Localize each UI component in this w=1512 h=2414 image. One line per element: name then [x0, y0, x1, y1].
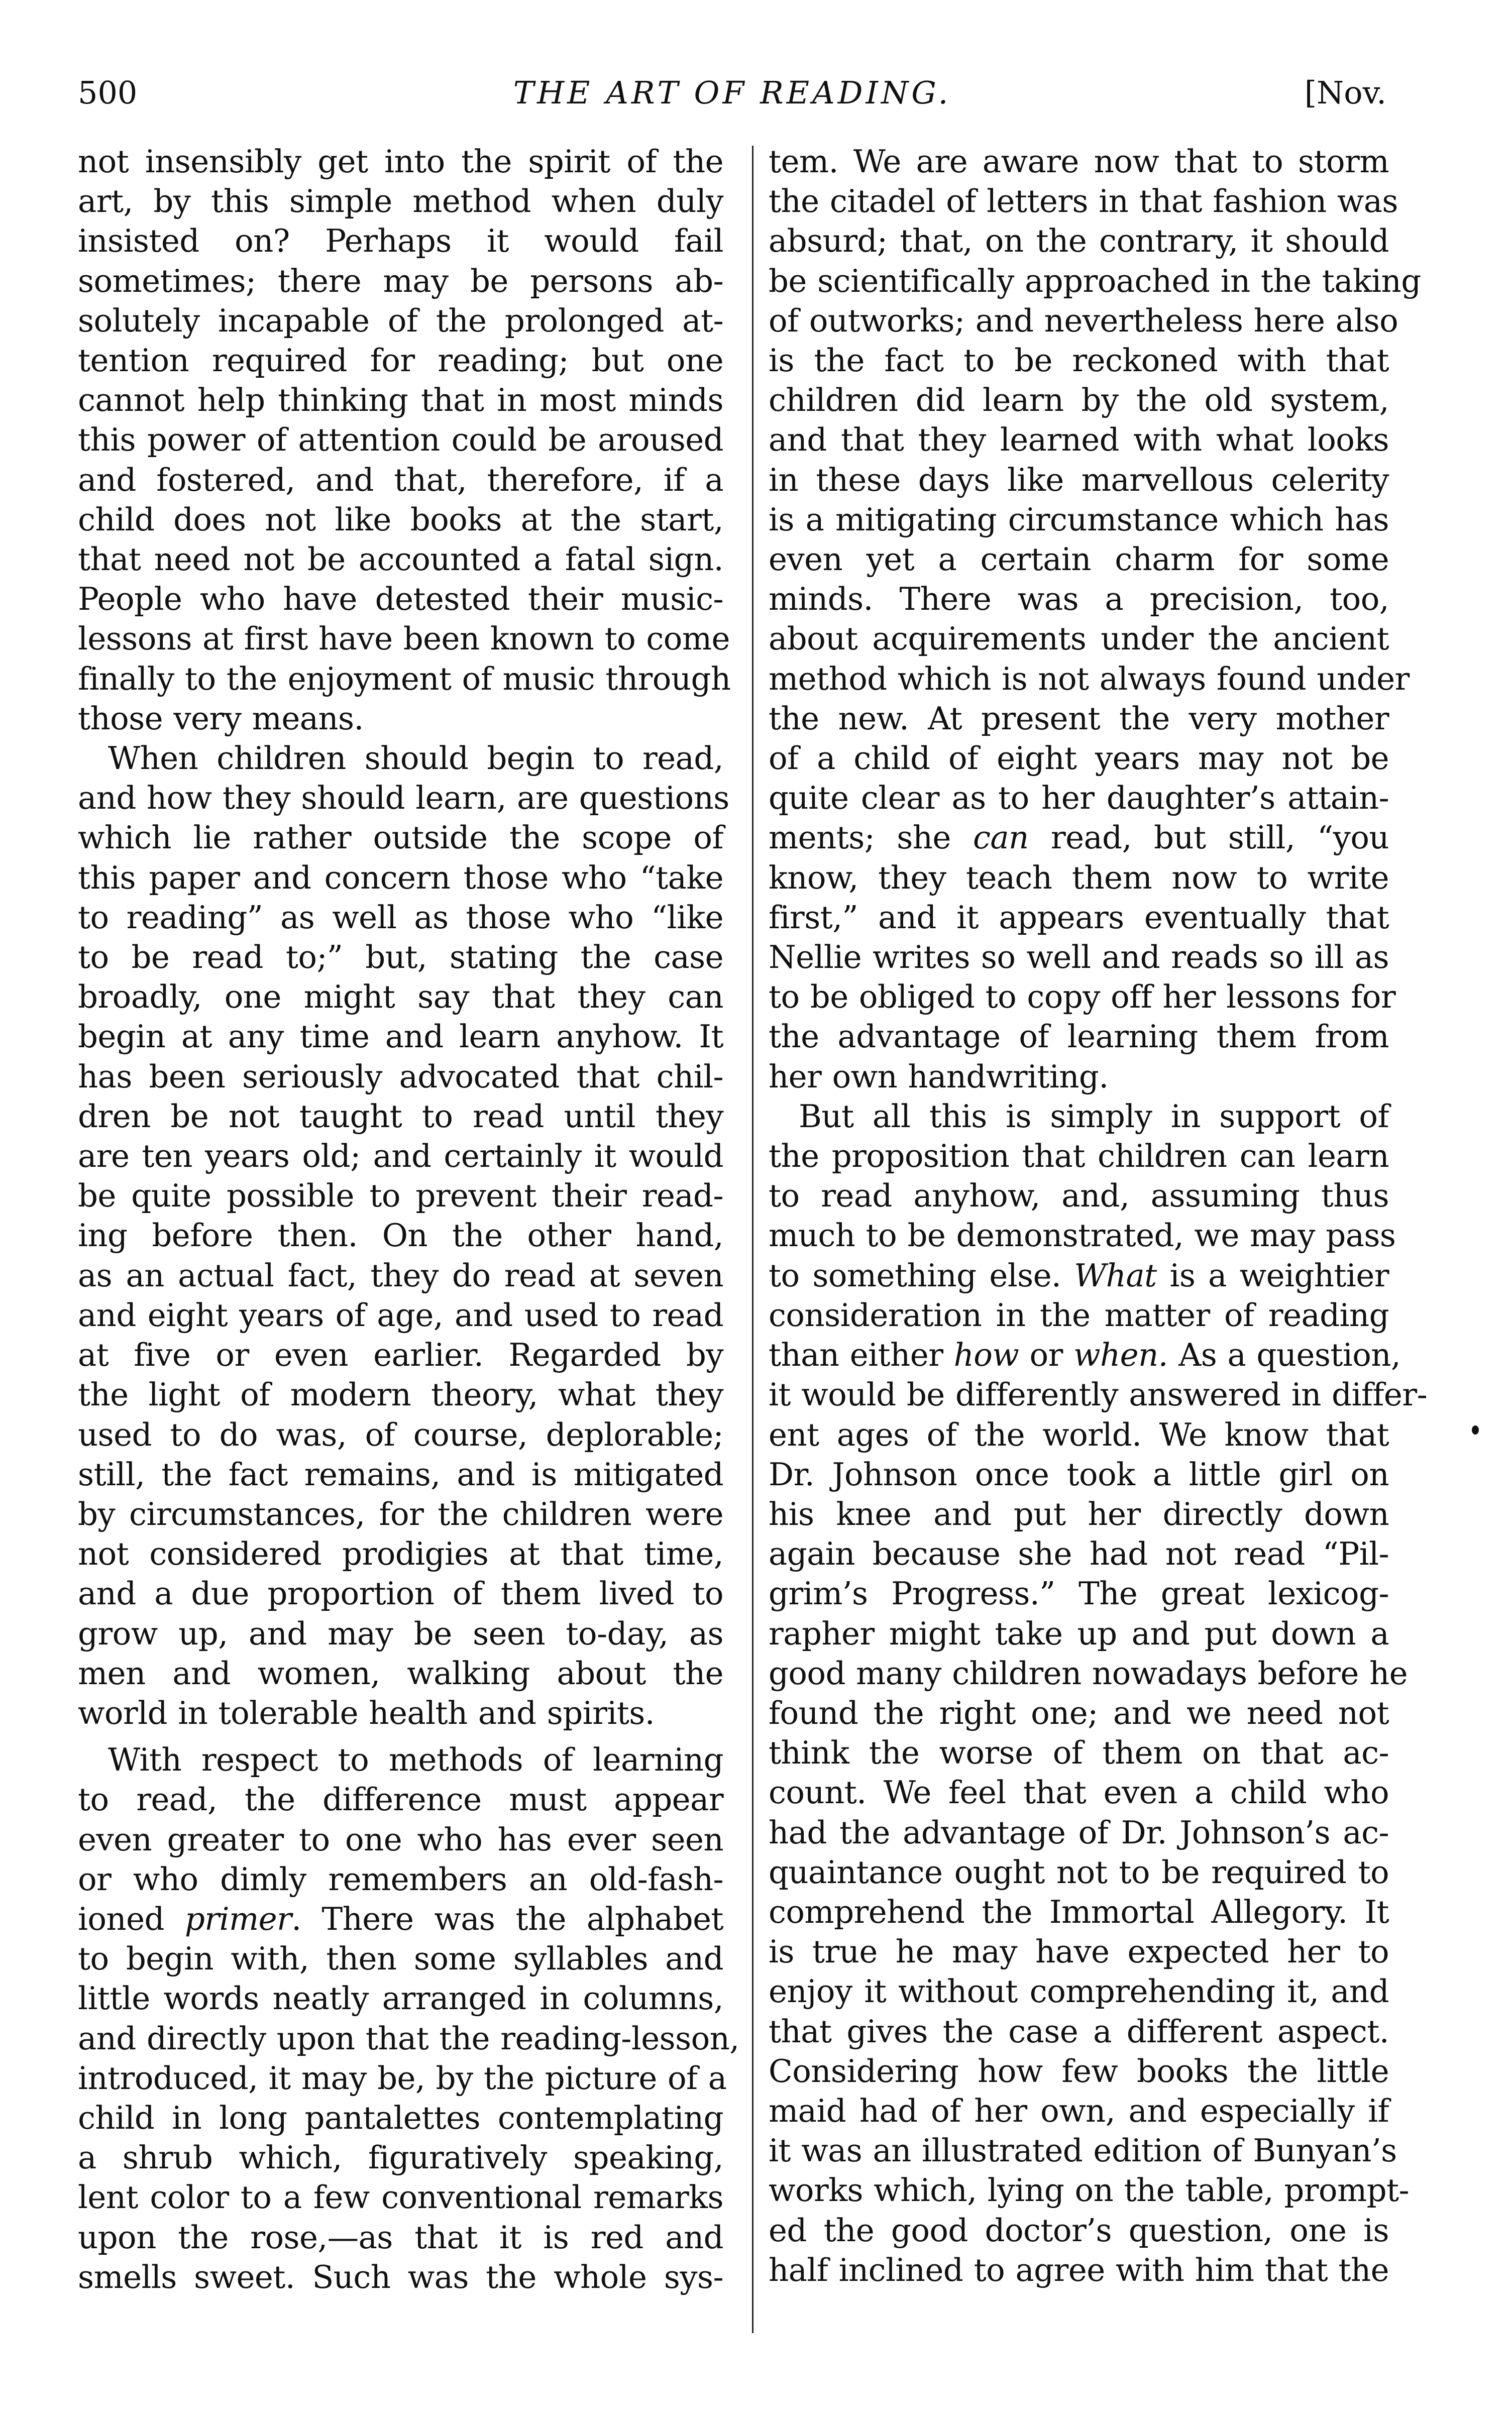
text-line: this paper and concern those who “take: [78, 859, 723, 896]
text-line: not insensibly get into the spirit of the: [78, 143, 723, 180]
text-line: method which is not always found under: [769, 660, 1410, 697]
text-line: and that they learned with what looks: [769, 421, 1389, 459]
text-line: Dr. Johnson once took a little girl on: [769, 1456, 1389, 1493]
column-divider: [752, 146, 753, 2333]
text-line: even yet a certain charm for some: [769, 541, 1389, 578]
italic-emphasis: can: [973, 819, 1029, 856]
text-line: grow up, and may be seen to-day, as: [78, 1615, 723, 1652]
text-line: rapher might take up and put down a: [769, 1615, 1389, 1652]
italic-emphasis: when.: [1073, 1337, 1168, 1374]
text-line: even greater to one who has ever seen: [78, 1821, 723, 1858]
text-line: than either how or when. As a question,: [769, 1337, 1401, 1374]
text-line: the new. At present the very mother: [769, 700, 1389, 737]
text-line: had the advantage of Dr. Johnson’s ac-: [769, 1814, 1389, 1851]
text-line: world in tolerable health and spirits.: [78, 1694, 655, 1731]
text-line: used to do was, of course, deplorable;: [78, 1416, 723, 1453]
text-line: dren be not taught to read until they: [78, 1098, 723, 1135]
text-line: and a due proportion of them lived to: [78, 1575, 723, 1612]
text-line: to be obliged to copy off her lessons for: [769, 978, 1396, 1016]
text-line: know, they teach them now to write: [769, 859, 1389, 896]
text-line: ioned primer. There was the alphabet: [78, 1900, 723, 1937]
text-line: the advantage of learning them from: [769, 1018, 1389, 1055]
text-line: men and women, walking about the: [78, 1655, 723, 1692]
text-line: Considering how few books the little: [769, 2052, 1389, 2090]
text-line: absurd; that, on the contrary, it should: [769, 223, 1389, 260]
text-line: those very means.: [78, 700, 364, 737]
text-line: to reading” as well as those who “like: [78, 899, 723, 936]
text-line: the citadel of letters in that fashion was: [769, 183, 1398, 220]
text-line: tem. We are aware now that to storm: [769, 143, 1389, 180]
text-line: half inclined to agree with him that the: [769, 2251, 1389, 2288]
text-line: not considered prodigies at that time,: [78, 1535, 723, 1573]
text-line: that need not be accounted a fatal sign.: [78, 541, 723, 578]
left-column: [78, 142, 739, 2297]
text-line: minds. There was a precision, too,: [769, 581, 1389, 618]
text-line: is the fact to be reckoned with that: [769, 342, 1389, 379]
text-line: solutely incapable of the prolonged at-: [78, 302, 723, 339]
text-line: But all this is simply in support of: [799, 1098, 1389, 1135]
text-line: begin at any time and learn anyhow. It: [78, 1018, 723, 1055]
text-line: is true he may have expected her to: [769, 1933, 1389, 1970]
text-line: found the right one; and we need not: [769, 1694, 1389, 1731]
text-line: consideration in the matter of reading: [769, 1296, 1389, 1334]
text-line: the proposition that children can learn: [769, 1138, 1389, 1175]
text-line: People who have detested their music-: [78, 581, 723, 618]
text-line: little words neatly arranged in columns,: [78, 1980, 723, 2017]
running-header: [78, 70, 1386, 116]
ink-speck: [1472, 1425, 1479, 1435]
text-line: has been seriously advocated that chil-: [78, 1058, 723, 1095]
text-line: a shrub which, figuratively speaking,: [78, 2139, 723, 2176]
text-line: comprehend the Immortal Allegory. It: [769, 1893, 1389, 1930]
text-line: that gives the case a different aspect.: [769, 2013, 1389, 2050]
text-line: this power of attention could be aroused: [78, 421, 723, 459]
text-line: it was an illustrated edition of Bunyan’s: [769, 2132, 1397, 2169]
text-line: broadly, one might say that they can: [78, 978, 723, 1016]
text-line: art, by this simple method when duly: [78, 183, 723, 220]
italic-emphasis: primer: [184, 1900, 292, 1937]
text-line: ing before then. On the other hand,: [78, 1217, 723, 1254]
issue-month: [Nov.: [1304, 74, 1386, 111]
text-line: about acquirements under the ancient: [769, 620, 1389, 657]
text-line: again because she had not read “Pil-: [769, 1535, 1389, 1573]
text-line: is a mitigating circumstance which has: [769, 501, 1389, 538]
text-line: be quite possible to prevent their read-: [78, 1177, 723, 1215]
text-line: to read anyhow, and, assuming thus: [769, 1177, 1389, 1215]
text-line: count. We feel that even a child who: [769, 1774, 1389, 1811]
text-line: works which, lying on the table, prompt-: [769, 2172, 1410, 2209]
text-line: child does not like books at the start,: [78, 501, 723, 538]
text-line: quaintance ought not to be required to: [769, 1853, 1389, 1891]
text-line: and directly upon that the reading-lesson,: [78, 2020, 739, 2057]
text-line: quite clear as to her daughter’s attain-: [769, 780, 1389, 817]
text-line: tention required for reading; but one: [78, 342, 723, 379]
text-line: his knee and put her directly down: [769, 1495, 1389, 1532]
text-line: cannot help thinking that in most minds: [78, 382, 723, 419]
text-line: her own handwriting.: [769, 1058, 1109, 1095]
text-line: ent ages of the world. We know that: [769, 1416, 1389, 1453]
page-number: 500: [78, 74, 138, 111]
right-column: [769, 142, 1428, 2290]
text-line: smells sweet. Such was the whole sys-: [78, 2258, 723, 2295]
text-line: insisted on? Perhaps it would fail: [78, 223, 723, 260]
text-line: finally to the enjoyment of music through: [78, 660, 731, 697]
text-line: and how they should learn, are questions: [78, 780, 729, 817]
text-line: or who dimly remembers an old-fash-: [78, 1860, 723, 1898]
text-line: ments; she can read, but still, “you: [769, 819, 1389, 856]
text-line: of a child of eight years may not be: [769, 740, 1389, 777]
text-line: good many children nowadays before he: [769, 1655, 1408, 1692]
text-line: are ten years old; and certainly it would: [78, 1138, 723, 1175]
text-line: upon the rose,—as that it is red and: [78, 2219, 723, 2256]
text-line: children did learn by the old system,: [769, 382, 1389, 419]
text-line: of outworks; and nevertheless here also: [769, 302, 1398, 339]
text-line: ed the good doctor’s question, one is: [769, 2212, 1389, 2249]
text-line: be scientifically approached in the taking: [769, 262, 1421, 299]
text-line: at five or even earlier. Regarded by: [78, 1337, 723, 1374]
text-line: to read, the difference must appear: [78, 1781, 723, 1818]
text-line: to be read to;” but, stating the case: [78, 939, 723, 976]
text-line: lent color to a few conventional remarks: [78, 2179, 723, 2216]
text-line: still, the fact remains, and is mitigated: [78, 1456, 723, 1493]
text-line: think the worse of them on that ac-: [769, 1734, 1389, 1772]
text-line: in these days like marvellous celerity: [769, 461, 1389, 498]
text-line: much to be demonstrated, we may pass: [769, 1217, 1396, 1254]
text-line: Nellie writes so well and reads so ill as: [769, 939, 1389, 976]
text-line: it would be differently answered in differ-: [769, 1376, 1428, 1413]
text-line: When children should begin to read,: [108, 740, 723, 777]
text-line: by circumstances, for the children were: [78, 1495, 723, 1532]
text-line: to begin with, then some syllables and: [78, 1940, 723, 1978]
text-line: to something else. What is a weightier: [769, 1257, 1389, 1294]
text-line: and fostered, and that, therefore, if a: [78, 461, 723, 498]
text-line: introduced, it may be, by the picture of a: [78, 2059, 727, 2097]
text-line: first,” and it appears eventually that: [769, 899, 1389, 936]
text-line: sometimes; there may be persons ab-: [78, 262, 723, 299]
italic-emphasis: What: [1074, 1257, 1157, 1294]
italic-emphasis: how: [953, 1337, 1019, 1374]
text-line: grim’s Progress.” The great lexicog-: [769, 1575, 1389, 1612]
text-line: child in long pantalettes contemplating: [78, 2099, 723, 2136]
running-title: THE ART OF READING.: [513, 74, 951, 111]
text-line: maid had of her own, and especially if: [769, 2092, 1389, 2129]
text-line: as an actual fact, they do read at seven: [78, 1257, 723, 1294]
text-line: and eight years of age, and used to read: [78, 1296, 723, 1334]
text-line: which lie rather outside the scope of: [78, 819, 723, 856]
text-line: enjoy it without comprehending it, and: [769, 1973, 1389, 2010]
text-line: lessons at first have been known to come: [78, 620, 730, 657]
text-line: the light of modern theory, what they: [78, 1376, 723, 1413]
text-line: With respect to methods of learning: [108, 1741, 723, 1779]
